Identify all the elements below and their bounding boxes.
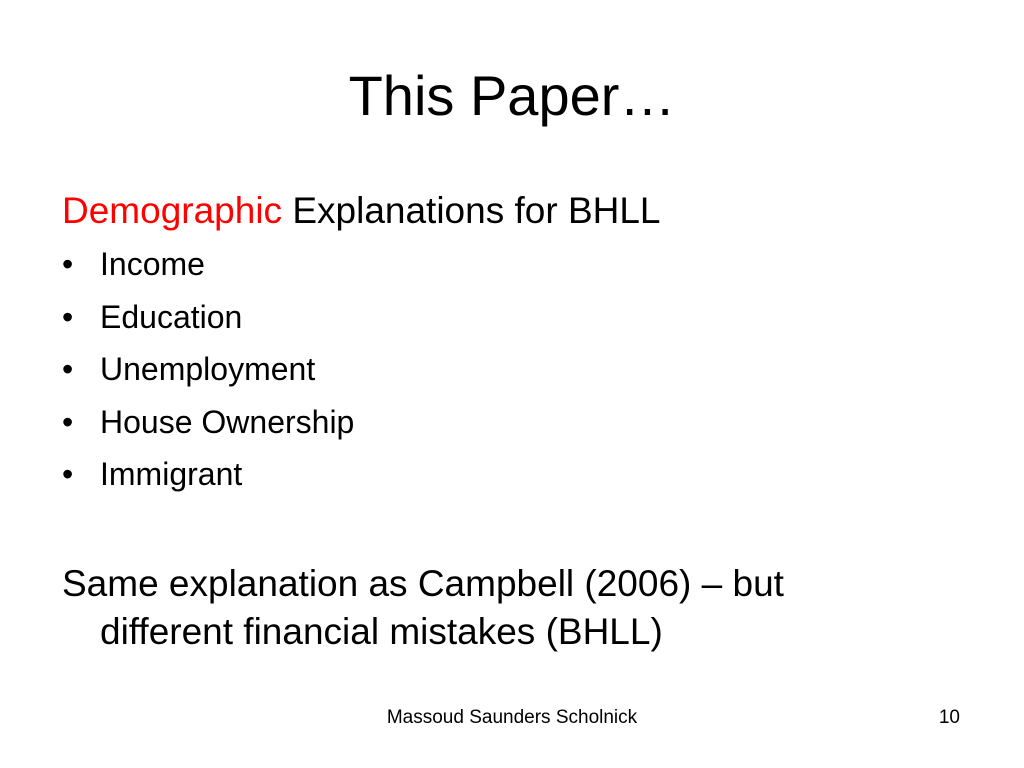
- bullet-icon: •: [62, 403, 74, 440]
- bullet-icon: •: [62, 298, 74, 335]
- subheading: [62, 188, 661, 234]
- bullet-icon: •: [62, 246, 74, 282]
- slide-title: This Paper…: [348, 64, 676, 127]
- bullet-text: Income: [100, 246, 205, 282]
- closing-line-2: different financial mistakes (BHLL): [100, 611, 663, 652]
- bullet-text: Education: [100, 298, 243, 335]
- bullet-icon: •: [62, 456, 74, 492]
- closing-statement: [62, 560, 962, 656]
- footer-authors: Massoud Saunders Scholnick: [386, 707, 638, 728]
- bullet-icon: •: [62, 351, 74, 387]
- bullet-text: House Ownership: [100, 403, 355, 440]
- page-number: 10: [938, 707, 960, 728]
- bullet-text: Immigrant: [100, 456, 243, 492]
- closing-line-1: Same explanation as Campbell (2006) – but: [62, 563, 784, 604]
- subheading-highlight: Demographic: [62, 190, 283, 231]
- bullet-text: Unemployment: [100, 351, 316, 387]
- subheading-rest: Explanations for BHLL: [292, 190, 661, 231]
